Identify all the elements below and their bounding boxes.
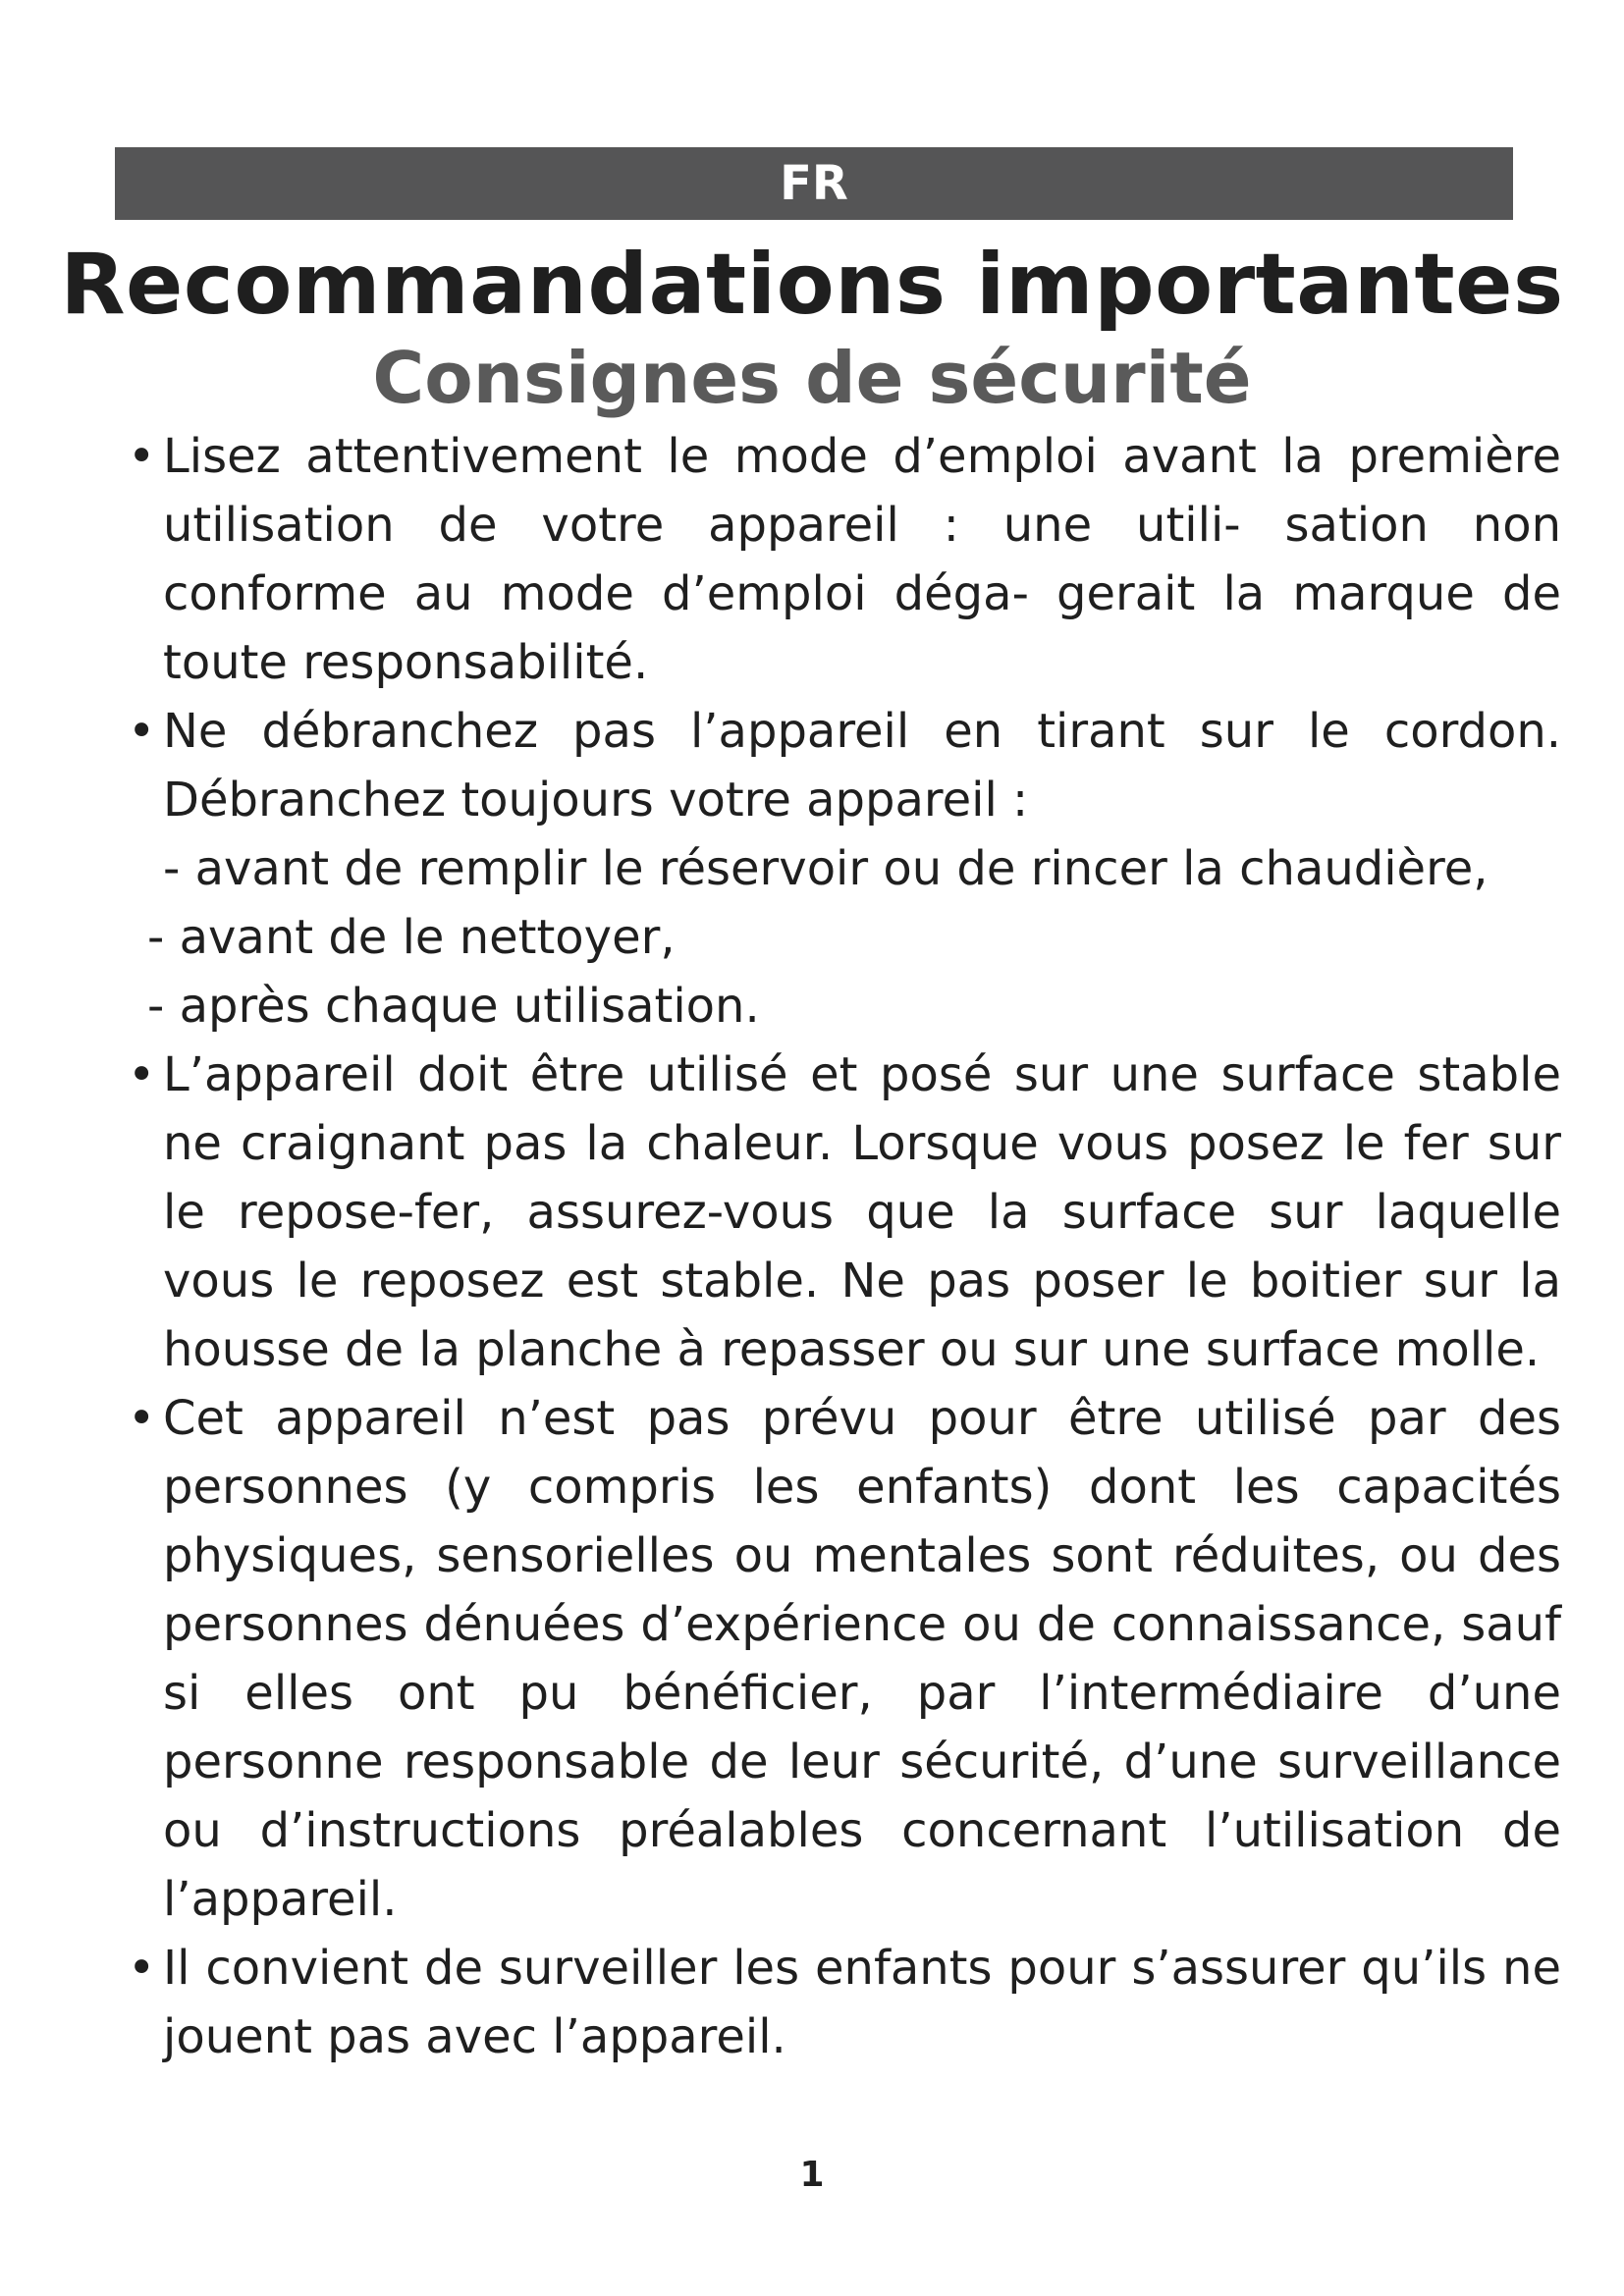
list-item-text: L’appareil doit être utilisé et posé sur une surface stable ne craignant pas la chaleur. Lorsque vous posez le fer sur le repose-fer, assurez-vous que la surface sur laquelle vous le reposez est stable. Ne pas poser le boitier sur la housse de la planche à repasser ou sur une surface molle.: [163, 1047, 1561, 1377]
page-number: 1: [799, 2155, 825, 2195]
sub-item: - après chaque utilisation.: [147, 979, 760, 1034]
list-item: [118, 697, 1561, 1041]
page-subtitle: Consignes de sécurité: [372, 337, 1252, 419]
list-item: [118, 422, 1561, 697]
language-tab: FR: [115, 147, 1513, 220]
bullet-icon: •: [128, 429, 156, 484]
list-item-text: Lisez attentivement le mode d’emploi avant la première utilisation de votre appareil : une utili- sation non conforme au mode d’emploi déga- gerait la marque de toute responsabilité.: [163, 429, 1561, 690]
list-item-text: Il convient de surveiller les enfants pour s’assurer qu’ils ne jouent pas avec l’appareil.: [163, 1941, 1561, 2064]
list-item: [118, 1041, 1561, 1384]
sub-item: - avant de le nettoyer,: [147, 910, 676, 965]
sub-item: - avant de remplir le réservoir ou de rincer la chaudière,: [163, 841, 1489, 896]
bullet-icon: •: [128, 1391, 156, 1446]
bullet-icon: •: [128, 704, 156, 759]
page-title: Recommandations importantes: [60, 236, 1564, 334]
bullet-icon: •: [128, 1941, 156, 1996]
list-item: [118, 1384, 1561, 1934]
bullet-icon: •: [128, 1047, 156, 1102]
list-item: [118, 1934, 1561, 2071]
safety-instructions-list: [118, 422, 1561, 2071]
list-item-text: Ne débranchez pas l’appareil en tirant sur le cordon. Débranchez toujours votre appareil :: [163, 704, 1561, 828]
list-item-text: Cet appareil n’est pas prévu pour être utilisé par des personnes (y compris les enfants) dont les capacités physiques, sensorielles ou mentales sont réduites, ou des personnes dénuées d’expérience ou de connaissance, sauf si elles ont pu bénéficier, par l’intermédiaire d’une personne responsable de leur sécurité, d’une surveillance ou d’instructions préalables concernant l’utilisation de l’appareil.: [163, 1391, 1561, 1927]
